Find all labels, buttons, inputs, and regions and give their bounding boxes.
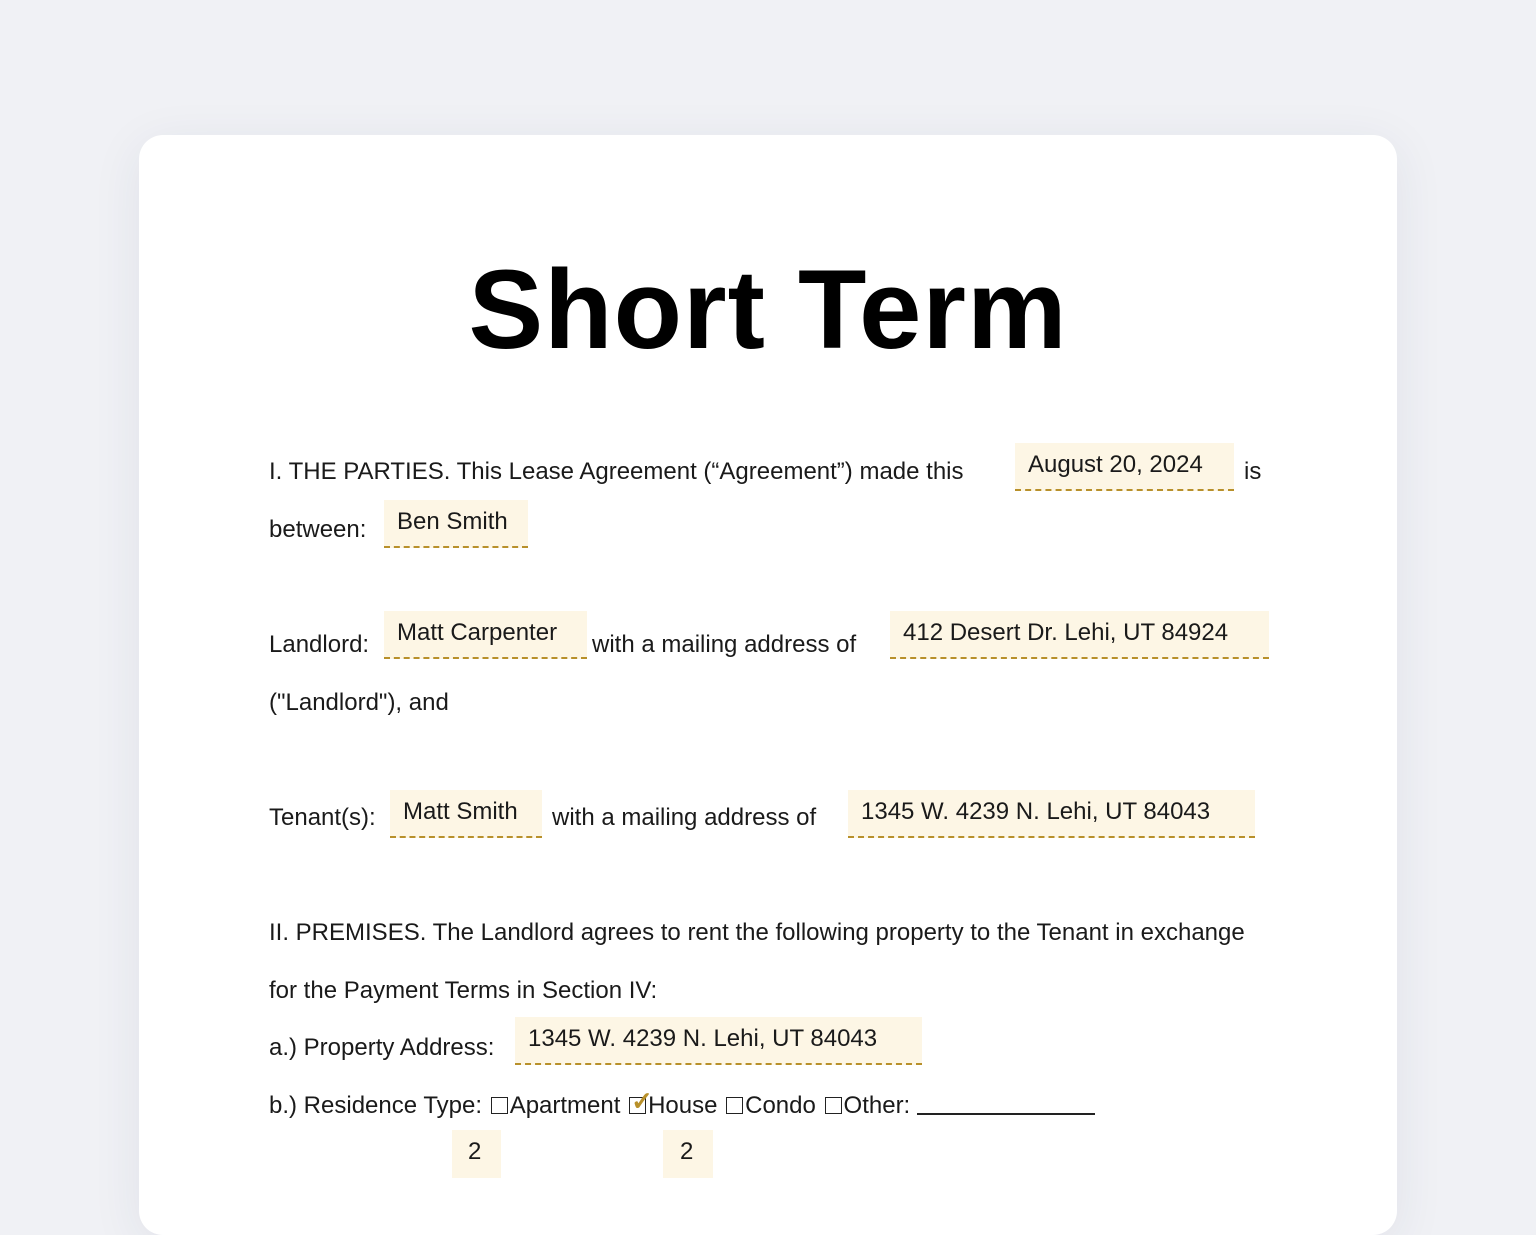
premises-line-1: II. PREMISES. The Landlord agrees to rent the following property to the Tenant in exchange <box>269 919 1245 946</box>
tenant-label: Tenant(s): <box>269 804 376 831</box>
between-name-field[interactable]: Ben Smith <box>384 500 528 548</box>
between-label: between: <box>269 516 367 543</box>
agreement-date-field[interactable]: August 20, 2024 <box>1015 443 1234 491</box>
premises-line-2: for the Payment Terms in Section IV: <box>269 977 658 1004</box>
landlord-name-field[interactable]: Matt Carpenter <box>384 611 587 659</box>
tenant-address-field[interactable]: 1345 W. 4239 N. Lehi, UT 84043 <box>848 790 1255 838</box>
checkbox-condo[interactable] <box>726 1097 743 1114</box>
option-apartment-label: Apartment <box>509 1092 621 1119</box>
option-condo-label: Condo <box>745 1092 816 1119</box>
option-house-label: House <box>648 1092 718 1119</box>
property-address-field[interactable]: 1345 W. 4239 N. Lehi, UT 84043 <box>515 1017 922 1065</box>
parties-intro: I. THE PARTIES. This Lease Agreement (“Agreement”) made this <box>269 458 964 485</box>
next-field-1[interactable]: 2 <box>452 1130 501 1178</box>
tenant-name-field[interactable]: Matt Smith <box>390 790 542 838</box>
landlord-mailing-text: with a mailing address of <box>592 631 857 658</box>
checkmark-icon: ✓ <box>631 1086 653 1116</box>
is-text: is <box>1244 458 1262 485</box>
option-other-label: Other: <box>843 1092 911 1119</box>
residence-type-row <box>269 1086 1095 1120</box>
next-field-2[interactable]: 2 <box>663 1130 713 1178</box>
checkbox-other[interactable] <box>825 1097 842 1114</box>
property-address-label: a.) Property Address: <box>269 1034 495 1061</box>
tenant-mailing-text: with a mailing address of <box>552 804 817 831</box>
checkbox-house[interactable] <box>629 1086 653 1116</box>
checkbox-apartment[interactable] <box>491 1097 508 1114</box>
landlord-address-field[interactable]: 412 Desert Dr. Lehi, UT 84924 <box>890 611 1269 659</box>
landlord-suffix: ("Landlord"), and <box>269 689 449 716</box>
other-blank-field[interactable] <box>917 1113 1095 1115</box>
page-title: Short Term <box>468 247 1068 372</box>
residence-type-label: b.) Residence Type: <box>269 1092 483 1119</box>
landlord-label: Landlord: <box>269 631 370 658</box>
